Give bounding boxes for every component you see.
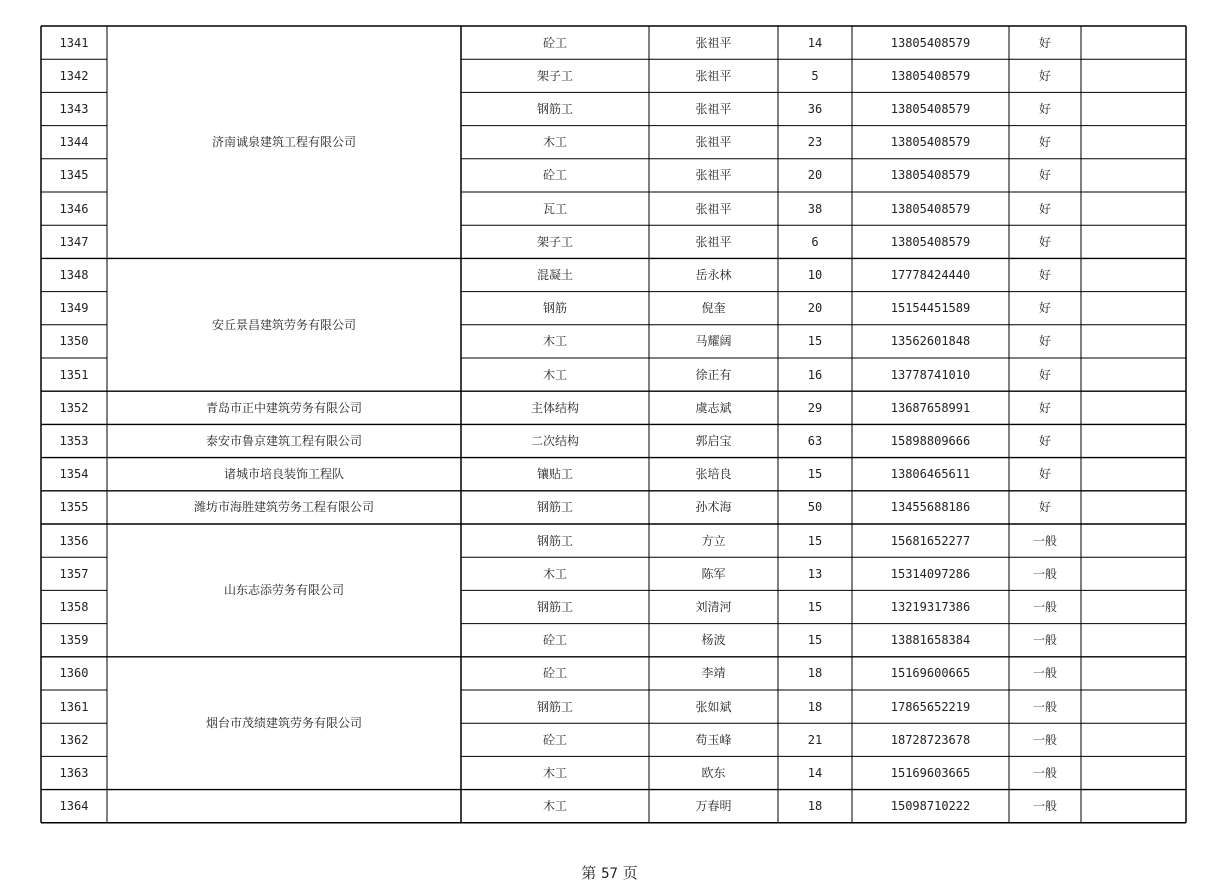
trade-cell: 钢筋工 (536, 533, 573, 548)
contact-cell: 方立 (701, 533, 726, 548)
rating-cell: 一般 (1032, 633, 1057, 648)
company-cell: 烟台市茂绩建筑劳务有限公司 (205, 716, 362, 731)
rating-cell: 好 (1038, 168, 1051, 183)
note-cell (1081, 424, 1186, 457)
count-cell: 14 (807, 35, 823, 50)
note-cell (1081, 391, 1186, 424)
row-id: 1360 (59, 666, 89, 681)
count-cell: 15 (807, 533, 823, 548)
phone-cell: 15681652277 (890, 533, 971, 548)
note-cell (1081, 723, 1186, 756)
phone-cell: 13805408579 (890, 234, 971, 249)
row-id: 1362 (59, 732, 89, 747)
contact-cell: 张祖平 (695, 101, 732, 116)
company-cell: 山东志添劳务有限公司 (223, 583, 344, 598)
note-cell (1081, 458, 1186, 491)
note-cell (1081, 258, 1186, 291)
row-id: 1348 (59, 267, 89, 282)
trade-cell: 木工 (542, 334, 567, 349)
note-cell (1081, 59, 1186, 92)
row-id: 1351 (59, 367, 89, 382)
rating-cell: 好 (1038, 467, 1051, 482)
rating-cell: 一般 (1032, 699, 1057, 714)
rating-cell: 好 (1038, 433, 1051, 448)
count-cell: 36 (807, 101, 823, 116)
rating-cell: 一般 (1032, 666, 1057, 681)
row-id: 1343 (59, 101, 89, 116)
row-id: 1353 (59, 433, 89, 448)
note-cell (1081, 26, 1186, 59)
rating-cell: 好 (1038, 500, 1051, 515)
rating-cell: 一般 (1032, 533, 1057, 548)
phone-cell: 13805408579 (890, 135, 971, 150)
note-cell (1081, 557, 1186, 590)
trade-cell: 架子工 (536, 68, 573, 83)
count-cell: 18 (807, 666, 823, 681)
note-cell (1081, 325, 1186, 358)
company-cell: 青岛市正中建筑劳务有限公司 (205, 400, 362, 415)
phone-cell: 13805408579 (890, 35, 971, 50)
phone-cell: 15154451589 (890, 301, 971, 316)
count-cell: 63 (807, 433, 823, 448)
contact-cell: 虞志斌 (695, 400, 732, 415)
count-cell: 13 (807, 566, 823, 581)
page-number: 57 (601, 866, 618, 882)
count-cell: 21 (807, 732, 823, 747)
contact-cell: 孙术海 (695, 500, 732, 515)
row-id: 1341 (59, 35, 89, 50)
count-cell: 6 (811, 234, 819, 249)
note-cell (1081, 358, 1186, 391)
contact-cell: 张培良 (695, 467, 732, 482)
contact-cell: 杨波 (701, 633, 726, 648)
phone-cell: 17865652219 (890, 699, 971, 714)
contact-cell: 张祖平 (695, 135, 732, 150)
row-id: 1357 (59, 566, 89, 581)
note-cell (1081, 756, 1186, 789)
rating-cell: 好 (1038, 35, 1051, 50)
trade-cell: 砼工 (542, 633, 567, 648)
trade-cell: 二次结构 (530, 433, 579, 448)
footer-prefix: 第 (581, 864, 597, 882)
note-cell (1081, 790, 1186, 823)
rating-cell: 好 (1038, 135, 1051, 150)
rating-cell: 好 (1038, 101, 1051, 116)
note-cell (1081, 491, 1186, 524)
trade-cell: 木工 (542, 367, 567, 382)
row-id: 1358 (59, 599, 89, 614)
phone-cell: 17778424440 (890, 267, 971, 282)
company-cell: 济南诚泉建筑工程有限公司 (211, 135, 356, 150)
trade-cell: 砼工 (542, 666, 567, 681)
contact-cell: 倪奎 (701, 301, 726, 316)
trade-cell: 钢筋工 (536, 599, 573, 614)
contact-cell: 张祖平 (695, 234, 732, 249)
count-cell: 18 (807, 699, 823, 714)
phone-cell: 15314097286 (890, 566, 971, 581)
row-id: 1350 (59, 334, 89, 349)
row-id: 1342 (59, 68, 89, 83)
row-id: 1347 (59, 234, 89, 249)
phone-cell: 13219317386 (890, 599, 971, 614)
count-cell: 16 (807, 367, 823, 382)
rating-cell: 一般 (1032, 599, 1057, 614)
company-cell: 泰安市鲁京建筑工程有限公司 (205, 433, 362, 448)
rating-cell: 好 (1038, 234, 1051, 249)
count-cell: 20 (807, 168, 823, 183)
contact-cell: 岳永林 (695, 267, 732, 282)
trade-cell: 钢筋工 (536, 101, 573, 116)
row-id: 1345 (59, 168, 89, 183)
note-cell (1081, 624, 1186, 657)
count-cell: 15 (807, 467, 823, 482)
phone-cell: 13455688186 (890, 500, 971, 515)
count-cell: 15 (807, 599, 823, 614)
phone-cell: 13805408579 (890, 101, 971, 116)
row-id: 1344 (59, 135, 89, 150)
trade-cell: 主体结构 (530, 400, 579, 415)
phone-cell: 13805408579 (890, 201, 971, 216)
row-id: 1346 (59, 201, 89, 216)
company-cell: 安丘景昌建筑劳务有限公司 (211, 317, 356, 332)
trade-cell: 镶贴工 (536, 467, 573, 482)
trade-cell: 木工 (542, 135, 567, 150)
rating-cell: 好 (1038, 400, 1051, 415)
contact-cell: 张祖平 (695, 201, 732, 216)
contact-cell: 李靖 (701, 666, 726, 681)
rating-cell: 一般 (1032, 566, 1057, 581)
phone-cell: 13562601848 (890, 334, 971, 349)
contact-cell: 郭启宝 (695, 433, 732, 448)
phone-cell: 13805408579 (890, 168, 971, 183)
note-cell (1081, 92, 1186, 125)
page-footer (0, 862, 1219, 883)
trade-cell: 砼工 (542, 35, 567, 50)
rating-cell: 一般 (1032, 799, 1057, 814)
row-id: 1361 (59, 699, 89, 714)
count-cell: 50 (807, 500, 823, 515)
trade-cell: 混凝土 (536, 267, 573, 282)
rating-cell: 好 (1038, 267, 1051, 282)
note-cell (1081, 159, 1186, 192)
contact-cell: 张祖平 (695, 168, 732, 183)
trade-cell: 木工 (542, 765, 567, 780)
trade-cell: 瓦工 (542, 201, 567, 216)
phone-cell: 15169603665 (890, 765, 971, 780)
trade-cell: 木工 (542, 566, 567, 581)
count-cell: 15 (807, 334, 823, 349)
company-cell: 诸城市培良装饰工程队 (223, 467, 344, 482)
rating-cell: 好 (1038, 334, 1051, 349)
trade-cell: 砼工 (542, 168, 567, 183)
count-cell: 38 (807, 201, 823, 216)
row-id: 1359 (59, 633, 89, 648)
note-cell (1081, 292, 1186, 325)
trade-cell: 钢筋工 (536, 699, 573, 714)
rating-cell: 一般 (1032, 765, 1057, 780)
note-cell (1081, 524, 1186, 557)
row-id: 1356 (59, 533, 89, 548)
note-cell (1081, 126, 1186, 159)
rating-cell: 好 (1038, 68, 1051, 83)
contact-cell: 陈军 (701, 566, 726, 581)
phone-cell: 18728723678 (890, 732, 971, 747)
count-cell: 10 (807, 267, 823, 282)
count-cell: 18 (807, 799, 823, 814)
count-cell: 14 (807, 765, 823, 780)
count-cell: 15 (807, 633, 823, 648)
footer-suffix: 页 (622, 864, 638, 882)
row-id: 1352 (59, 400, 89, 415)
note-cell (1081, 690, 1186, 723)
count-cell: 29 (807, 400, 823, 415)
trade-cell: 钢筋 (542, 301, 567, 316)
count-cell: 5 (811, 68, 819, 83)
note-cell (1081, 192, 1186, 225)
contact-cell: 张祖平 (695, 35, 732, 50)
row-id: 1364 (59, 799, 89, 814)
phone-cell: 15898809666 (890, 433, 971, 448)
trade-cell: 架子工 (536, 234, 573, 249)
phone-cell: 15169600665 (890, 666, 971, 681)
count-cell: 23 (807, 135, 823, 150)
phone-cell: 13778741010 (890, 367, 971, 382)
contact-cell: 张祖平 (695, 68, 732, 83)
rating-cell: 一般 (1032, 732, 1057, 747)
contact-cell: 欧东 (701, 765, 726, 780)
company-cell (107, 790, 461, 823)
phone-cell: 15098710222 (890, 799, 971, 814)
phone-cell: 13687658991 (890, 400, 971, 415)
note-cell (1081, 225, 1186, 258)
company-cell: 潍坊市海胜建筑劳务工程有限公司 (193, 500, 374, 515)
contact-cell: 马耀阔 (695, 334, 732, 349)
count-cell: 20 (807, 301, 823, 316)
phone-cell: 13805408579 (890, 68, 971, 83)
trade-cell: 砼工 (542, 732, 567, 747)
note-cell (1081, 590, 1186, 623)
phone-cell: 13806465611 (890, 467, 971, 482)
row-id: 1355 (59, 500, 89, 515)
row-id: 1354 (59, 467, 89, 482)
row-id: 1349 (59, 301, 89, 316)
contact-cell: 刘清河 (695, 599, 732, 614)
contact-cell: 张如斌 (695, 699, 732, 714)
phone-cell: 13881658384 (890, 633, 971, 648)
rating-cell: 好 (1038, 201, 1051, 216)
row-id: 1363 (59, 765, 89, 780)
rating-cell: 好 (1038, 301, 1051, 316)
trade-cell: 钢筋工 (536, 500, 573, 515)
contact-cell: 万春明 (695, 799, 732, 814)
note-cell (1081, 657, 1186, 690)
contact-cell: 徐正有 (695, 367, 732, 382)
rating-cell: 好 (1038, 367, 1051, 382)
contact-cell: 苟玉峰 (695, 732, 732, 747)
trade-cell: 木工 (542, 799, 567, 814)
